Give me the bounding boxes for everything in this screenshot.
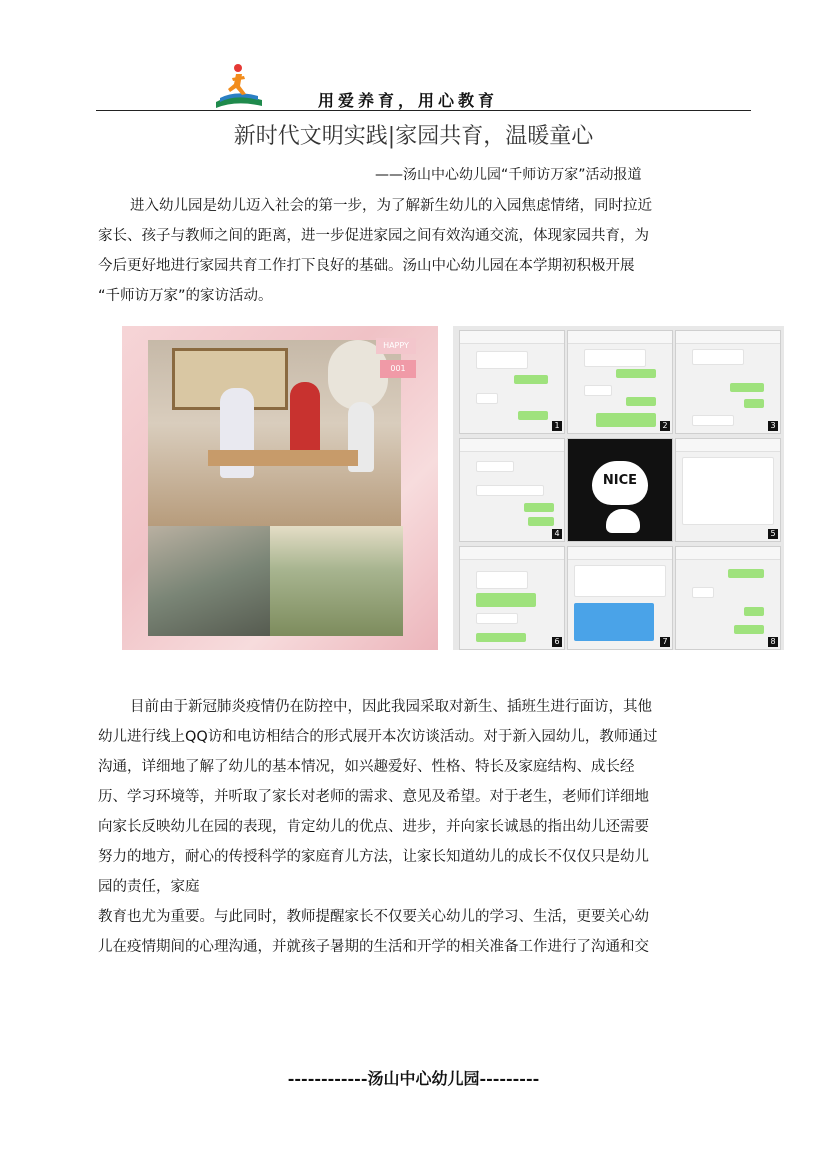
paragraph-line: 进入幼儿园是幼儿迈入社会的第一步，为了解新生幼儿的入园焦虑情绪，同时拉近 bbox=[130, 198, 652, 214]
paragraph-line: 目前由于新冠肺炎疫情仍在防控中，因此我园采取对新生、插班生进行面访，其他 bbox=[130, 699, 652, 715]
chat-number: 8 bbox=[768, 637, 778, 647]
paragraph-line: 家长、孩子与教师之间的距离，进一步促进家园之间有效沟通交流，体现家园共育，为 bbox=[98, 228, 649, 244]
chat-screenshot bbox=[567, 330, 673, 434]
page-title: 新时代文明实践|家园共育，温暖童心 bbox=[233, 124, 594, 149]
chat-number: 1 bbox=[552, 421, 562, 431]
home-visit-photo-collage bbox=[122, 326, 438, 650]
chat-screenshot bbox=[459, 330, 565, 434]
home-visit-photo-3 bbox=[270, 526, 403, 636]
chat-number: 4 bbox=[552, 529, 562, 539]
paragraph-line: 儿在疫情期间的心理沟通，并就孩子暑期的生活和开学的相关准备工作进行了沟通和交 bbox=[98, 939, 649, 955]
paragraph-line: 向家长反映幼儿在园的表现，肯定幼儿的优点、进步，并向家长诚恳的指出幼儿还需要 bbox=[98, 819, 649, 835]
paragraph-line: 沟通，详细地了解了幼儿的基本情况，如兴趣爱好、性格、特长及家庭结构、成长经 bbox=[98, 759, 635, 775]
paragraph-line: 园的责任，家庭 bbox=[98, 879, 200, 895]
chat-screenshot bbox=[567, 546, 673, 650]
number-badge: 001 bbox=[380, 360, 416, 378]
chat-number: 5 bbox=[768, 529, 778, 539]
paragraph-line: 幼儿进行线上QQ访和电访相结合的形式展开本次访谈活动。对于新入园幼儿，教师通过 bbox=[98, 729, 658, 745]
chat-number: 7 bbox=[660, 637, 670, 647]
intro-paragraph bbox=[98, 191, 748, 311]
chat-screenshot bbox=[675, 330, 781, 434]
cat-icon bbox=[606, 509, 640, 533]
header-divider bbox=[96, 110, 751, 111]
paragraph-line: 今后更好地进行家园共育工作打下良好的基础。汤山中心幼儿园在本学期初积极开展 bbox=[98, 258, 635, 274]
running-child-logo-icon bbox=[212, 62, 266, 110]
online-visit-chat-collage bbox=[453, 326, 784, 650]
page-footer: ------------汤山中心幼儿园--------- bbox=[287, 1069, 540, 1088]
chat-screenshot bbox=[459, 438, 565, 542]
chat-screenshot bbox=[675, 546, 781, 650]
paragraph-line: “千师访万家”的家访活动。 bbox=[98, 288, 273, 304]
body-paragraph bbox=[98, 692, 748, 962]
page-subtitle: ——汤山中心幼儿园“千师访万家”活动报道 bbox=[375, 167, 642, 183]
home-visit-main-photo bbox=[148, 340, 401, 526]
home-visit-photo-2 bbox=[148, 526, 281, 636]
nice-sticker-image bbox=[567, 438, 673, 542]
chat-number: 3 bbox=[768, 421, 778, 431]
paragraph-line: 历、学习环境等，并听取了家长对老师的需求、意见及希望。对于老生，老师们详细地 bbox=[98, 789, 649, 805]
paragraph-line: 努力的地方，耐心的传授科学的家庭育儿方法，让家长知道幼儿的成长不仅仅只是幼儿 bbox=[98, 849, 649, 865]
header-slogan: 用爱养育，用心教育 bbox=[318, 91, 499, 110]
chat-screenshot bbox=[459, 546, 565, 650]
chat-screenshot bbox=[675, 438, 781, 542]
happy-badge: HAPPY bbox=[376, 338, 416, 354]
chat-number: 2 bbox=[660, 421, 670, 431]
chat-number: 6 bbox=[552, 637, 562, 647]
nice-sticker-text: NICE bbox=[602, 473, 638, 488]
paragraph-line: 教育也尤为重要。与此同时，教师提醒家长不仅要关心幼儿的学习、生活，更要关心幼 bbox=[98, 909, 649, 925]
